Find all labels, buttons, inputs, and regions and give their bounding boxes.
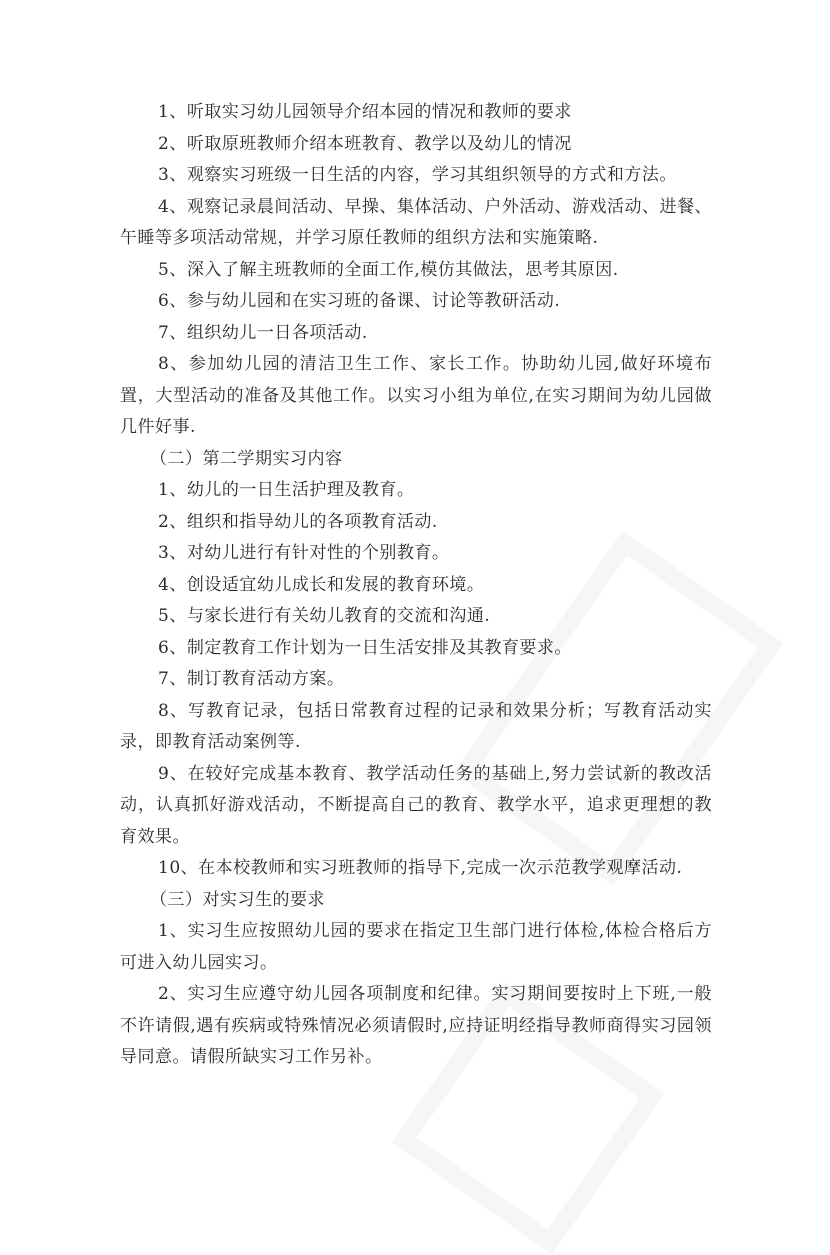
list-item: 1、实习生应按照幼儿园的要求在指定卫生部门进行体检,体检合格后方可进入幼儿园实习。 — [120, 921, 712, 973]
list-item: 2、组织和指导幼儿的各项教育活动. — [158, 511, 438, 532]
list-item: 1、听取实习幼儿园领导介绍本园的情况和教师的要求 — [158, 102, 572, 122]
list-item: 5、与家长进行有关幼儿教育的交流和沟通. — [158, 606, 491, 626]
document-page — [120, 97, 712, 1074]
list-item: 7、组织幼儿一日各项活动. — [158, 322, 368, 343]
list-item: 9、在较好完成基本教育、教学活动任务的基础上,努力尝试新的教改活动，认真抓好游戏活动，不断提高自己的教育、教学水平，追求更理想的教育效果。 — [120, 763, 712, 847]
list-item: 8、写教育记录，包括日常教育过程的记录和效果分析；写教育活动实录，即教育活动案例等. — [120, 700, 712, 752]
list-item: 4、创设适宜幼儿成长和发展的教育环境。 — [158, 574, 485, 595]
section-heading: （三）对实习生的要求 — [150, 889, 325, 910]
list-item: 4、观察记录晨间活动、早操、集体活动、户外活动、游戏活动、进餐、午睡等多项活动常规，并学习原任教师的组织方法和实施策略. — [120, 196, 712, 248]
list-item: 2、实习生应遵守幼儿园各项制度和纪律。实习期间要按时上下班,一般不许请假,遇有疾病或特殊情况必须请假时,应持证明经指导教师商得实习园领导同意。请假所缺实习工作另补。 — [120, 984, 712, 1067]
list-item: 3、对幼儿进行有针对性的个别教育。 — [158, 543, 450, 563]
list-item: 3、观察实习班级一日生活的内容，学习其组织领导的方式和方法。 — [158, 165, 677, 185]
list-item: 7、制订教育活动方案。 — [158, 669, 345, 689]
list-item: 8、参加幼儿园的清洁卫生工作、家长工作。协助幼儿园,做好环境布置，大型活动的准备及其他工作。以实习小组为单位,在实习期间为幼儿园做几件好事. — [120, 354, 712, 437]
list-item: 1、幼儿的一日生活护理及教育。 — [158, 480, 415, 500]
list-item: 2、听取原班教师介绍本班教育、教学以及幼儿的情况 — [158, 133, 572, 154]
section-heading: （二）第二学期实习内容 — [150, 448, 343, 469]
list-item: 10、在本校教师和实习班教师的指导下,完成一次示范教学观摩活动. — [158, 858, 683, 878]
list-item: 6、制定教育工作计划为一日生活安排及其教育要求。 — [158, 637, 572, 658]
list-item: 6、参与幼儿园和在实习班的备课、讨论等教研活动. — [158, 291, 561, 311]
list-item: 5、深入了解主班教师的全面工作,模仿其做法，思考其原因. — [158, 259, 619, 280]
